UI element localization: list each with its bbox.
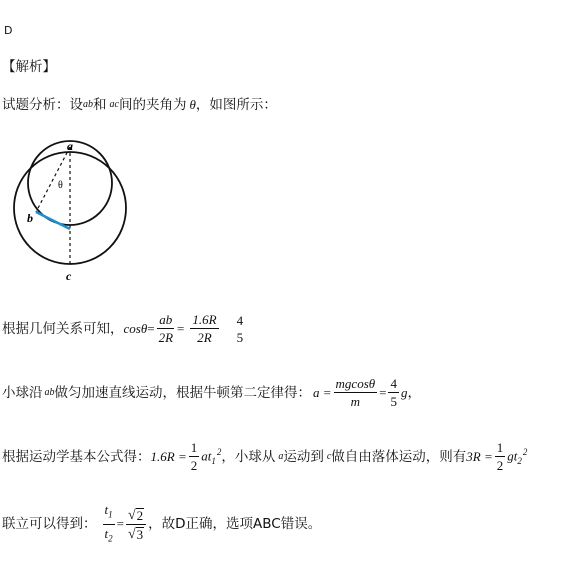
- label-b: b: [27, 211, 33, 225]
- var-a: a: [278, 450, 284, 462]
- t1-sub: 1: [108, 509, 113, 520]
- a-equals: a =: [313, 384, 332, 400]
- fraction-ab-2r: [157, 312, 175, 345]
- fraction-t1-t2: [103, 502, 115, 546]
- geometry-figure: [8, 136, 138, 286]
- eq-sign-2: =: [177, 320, 185, 336]
- newton-prefix: 小球沿: [2, 384, 43, 401]
- intro-prefix: 试题分析：设: [2, 97, 83, 113]
- fraction-sqrt2-sqrt3: [126, 507, 146, 542]
- frac1-den: 2R: [158, 330, 174, 345]
- frac3-den: 5: [236, 329, 244, 345]
- var-g: g: [400, 384, 408, 400]
- t2: [103, 525, 115, 547]
- analysis-intro: [2, 96, 277, 114]
- newton-suffix: ，: [407, 384, 421, 401]
- t1: [103, 502, 115, 525]
- sqrt3: √ 3: [127, 526, 144, 542]
- half2-den: 2: [496, 458, 504, 473]
- gt-term: gt: [507, 448, 518, 464]
- kin-mid3: 做自由落体运动，则有: [331, 448, 467, 465]
- fraction-4-5: [235, 313, 246, 345]
- var-c: c: [326, 450, 332, 462]
- half2-num: 1: [496, 440, 504, 455]
- newton-mid: 做匀加速直线运动，根据牛顿第二定律得：: [54, 384, 311, 401]
- t2-letter: t: [104, 525, 109, 541]
- var-ab: ab: [83, 99, 93, 110]
- gt-sub: 2: [517, 455, 522, 466]
- label-c: c: [66, 269, 72, 283]
- eq-sign-1: =: [147, 320, 155, 336]
- gt2-squared: [507, 443, 527, 470]
- fraction-mgcos-m: [334, 376, 378, 409]
- label-theta: θ: [58, 180, 63, 191]
- geometry-relation: [2, 312, 247, 345]
- var-theta: θ: [189, 97, 196, 112]
- at-sup: 2: [216, 447, 222, 458]
- kin-mid2: 运动到: [283, 448, 324, 465]
- chord-ab: [36, 147, 70, 212]
- section-title: 【解析】: [2, 59, 56, 75]
- newton-second-law: [2, 376, 421, 409]
- eq-sign-3: =: [379, 384, 387, 400]
- frac-45-den: 5: [390, 394, 397, 409]
- cos-theta: cosθ: [123, 320, 148, 336]
- kinematics-equations: [2, 440, 527, 473]
- frac1-num: ab: [159, 312, 173, 327]
- conc-prefix: 联立可以得到：: [2, 516, 97, 533]
- at-sub: 1: [211, 455, 216, 466]
- sqrt3-value: 3: [136, 526, 144, 542]
- conc-suffix: ，故D正确，选项ABC错误。: [148, 516, 322, 533]
- frac2-num: 1.6R: [192, 312, 217, 327]
- at1-squared: [201, 443, 221, 470]
- frac2-den: 2R: [197, 330, 212, 345]
- frac-mg-den: m: [350, 394, 361, 409]
- at-term: at: [201, 448, 212, 464]
- rhs-3r: 3R =: [466, 448, 493, 464]
- relation-prefix: 根据几何关系可知，: [2, 320, 124, 337]
- frac3-num: 4: [236, 312, 244, 328]
- kin-prefix: 根据运动学基本公式得：: [2, 448, 151, 465]
- chord-bd-highlight: [36, 212, 70, 229]
- sqrt2: √ 2: [126, 507, 146, 525]
- kin-mid1: ，小球从: [221, 448, 276, 465]
- lhs-16r: 1.6R =: [150, 448, 187, 464]
- half1-num: 1: [190, 440, 198, 455]
- t1-letter: t: [104, 502, 109, 517]
- gt-sup: 2: [522, 447, 528, 458]
- var-ab-2: ab: [44, 386, 55, 398]
- conclusion: [2, 502, 321, 546]
- t2-sub: 2: [108, 533, 113, 544]
- eq-sign-5: =: [116, 516, 124, 532]
- half1-den: 2: [190, 458, 198, 473]
- answer-letter: D: [4, 24, 13, 37]
- fraction-half-2: [495, 440, 506, 473]
- fraction-half-1: [189, 440, 200, 473]
- and-text: 和: [93, 97, 107, 113]
- frac-mg-num: mgcosθ: [335, 376, 376, 391]
- label-a: a: [67, 139, 73, 153]
- intro-mid: 间的夹角为: [118, 97, 187, 113]
- sqrt2-value: 2: [136, 507, 144, 523]
- var-ac: ac: [109, 99, 119, 110]
- fraction-4-5-b: [388, 376, 399, 409]
- intro-suffix: ，如图所示：: [195, 97, 277, 113]
- fraction-16r-2r: [190, 312, 218, 345]
- frac-45-num: 4: [390, 376, 397, 391]
